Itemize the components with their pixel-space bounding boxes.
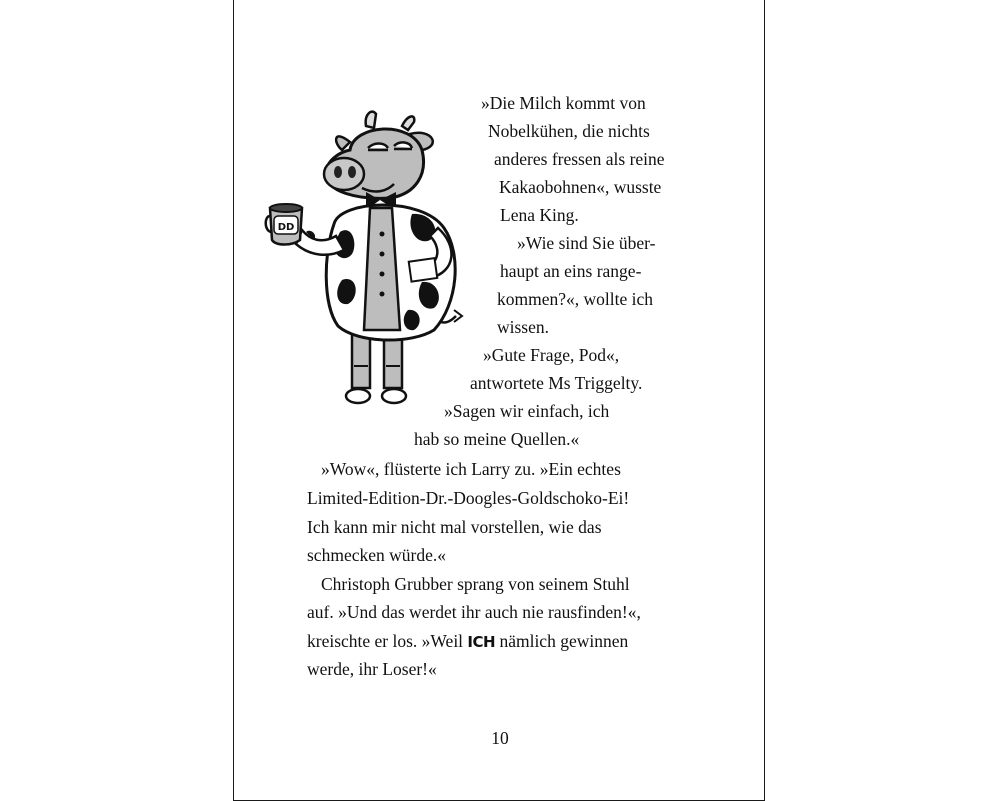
cow-illustration (262, 104, 482, 414)
text-line: Lena King. (500, 205, 579, 225)
text-line: antwortete Ms Triggelty. (470, 373, 643, 393)
cup-monogram: DD (277, 222, 295, 233)
text-line: Christoph Grubber sprang von seinem Stuhl (321, 574, 630, 594)
text-line: »Wow«, flüsterte ich Larry zu. »Ein echtes (321, 459, 621, 479)
text-line: »Wie sind Sie über- (517, 233, 656, 253)
text-line: »Die Milch kommt von (481, 93, 646, 113)
text-line: anderes fressen als reine (494, 149, 665, 169)
text-line: schmecken würde.« (307, 545, 446, 565)
text-line: Kakaobohnen«, wusste (499, 177, 662, 197)
text-line: Limited-Edition-Dr.-Doogles-Goldschoko-Ei! (307, 488, 630, 508)
text-line (307, 631, 628, 652)
text-line: wissen. (497, 317, 550, 337)
text-segment: nämlich gewinnen (495, 631, 629, 651)
text-line: hab so meine Quellen.« (414, 429, 580, 449)
text-line: Ich kann mir nicht mal vorstellen, wie das (307, 517, 602, 537)
text-line: »Gute Frage, Pod«, (483, 345, 620, 365)
text-line: haupt an eins range- (500, 261, 642, 281)
page-number: 10 (491, 728, 509, 748)
text-line: auf. »Und das werdet ihr auch nie rausfinden!«, (307, 602, 641, 622)
text-line: »Sagen wir einfach, ich (444, 401, 610, 421)
text-line: Nobelkühen, die nichts (488, 121, 650, 141)
emphasis-ich: ICH (467, 633, 496, 651)
text-line: werde, ihr Loser!« (307, 659, 437, 679)
text-line: kommen?«, wollte ich (497, 289, 654, 309)
text-segment: kreischte er los. »Weil (307, 631, 468, 651)
